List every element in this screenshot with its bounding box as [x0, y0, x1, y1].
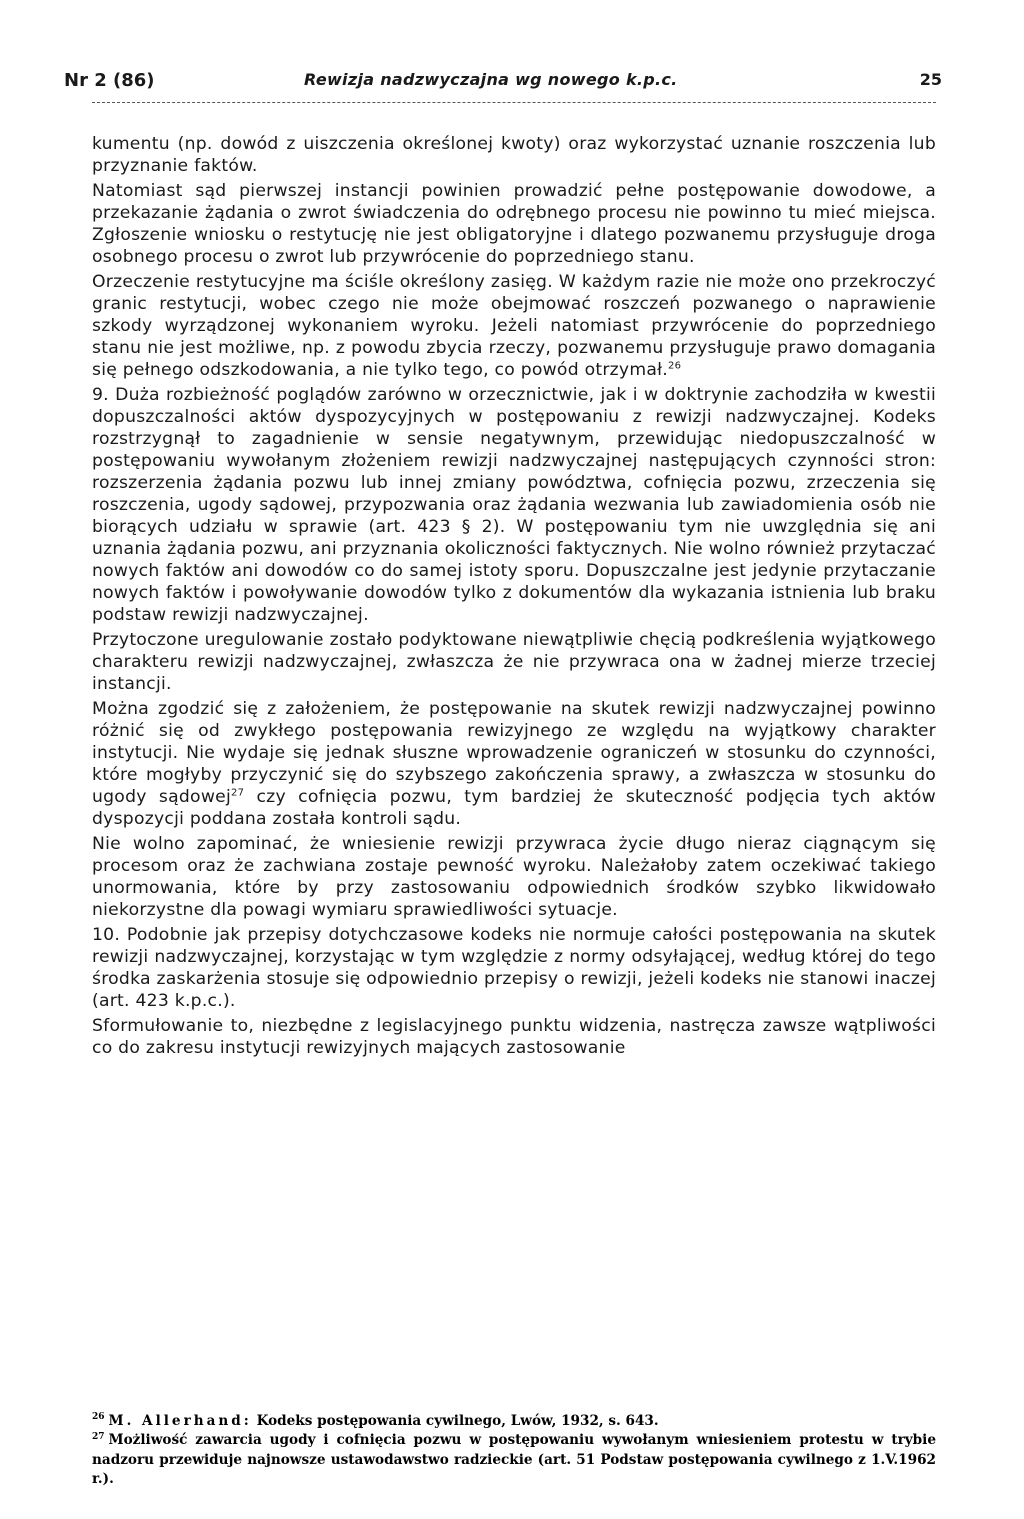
paragraph: 10. Podobnie jak przepisy dotychczasowe kodeks nie normuje całości postępowania na skutek rewizji nadzwyczajnej, korzystając w tym względzie z normy odsyłającej, według której do tego środka zaskarżenia stosuje się odpowiednio przepisy o rewizji, jeżeli kodeks nie stanowi inaczej (art. 423 k.p.c.). — [92, 924, 936, 1012]
paragraph-text: Orzeczenie restytucyjne ma ściśle określony zasięg. W każdym razie nie może ono przekroczyć granic restytucji, wobec czego nie może obejmować roszczeń pozwanego o naprawienie szkody wyrządzonej wykonaniem wyroku. Jeżeli natomiast przywrócenie do poprzedniego stanu nie jest możliwe, np. z powodu zbycia rzeczy, pozwanemu przysługuje prawo domagania się pełnego odszkodowania, a nie tylko tego, co powód otrzymał. — [92, 271, 936, 380]
issue-number: Nr 2 (86) — [64, 70, 155, 91]
paragraph-text: Można zgodzić się z założeniem, że postępowanie na skutek rewizji nadzwyczajnej powinno różnić się od zwykłego postępowania rewizyjnego ze względu na wyjątkowy charakter instytucji. Nie wydaje się jednak słuszne wprowadzenie ograniczeń w stosunku do czynności, które mogłyby przyczynić się do szybszego zakończenia sprawy, a zwłaszcza w stosunku do ugody sądowej — [92, 698, 936, 808]
paragraph: Natomiast sąd pierwszej instancji powinien prowadzić pełne postępowanie dowodowe, a przekazanie żądania o zwrot świadczenia do odrębnego procesu nie powinno tu mieć miejsca. Zgłoszenie wniosku o restytucję nie jest obligatoryjne i dlatego pozwanemu przysługuje droga osobnego procesu o zwrot lub przywrócenie do poprzedniego stanu. — [92, 180, 936, 267]
paragraph: Przytoczone uregulowanie zostało podyktowane niewątpliwie chęcią podkreślenia wyjątkowego charakteru rewizji nadzwyczajnej, zwłaszcza że nie przywraca ona w żadnej mierze trzeciej instancji. — [92, 630, 936, 695]
footnote-ref: 27 — [230, 787, 245, 799]
footnote-number: 27 — [92, 1431, 105, 1442]
footnote — [92, 1412, 936, 1431]
running-title: Rewizja nadzwyczajna wg nowego k.p.c. — [304, 70, 678, 89]
paragraph: Sformułowanie to, niezbędne z legislacyjnego punktu widzenia, nastręcza zawsze wątpliwości co do zakresu instytucji rewizyjnych mających zastosowanie — [92, 1015, 936, 1058]
document-page — [64, 62, 942, 1059]
footnote-ref: 26 — [667, 360, 682, 372]
footnote — [92, 1431, 936, 1489]
body-text — [92, 133, 936, 1059]
footnote-text: Możliwość zawarcia ugody i cofnięcia pozwu w postępowaniu wywołanym wniesieniem protestu w trybie nadzoru przewiduje najnowsze ustawodawstwo radzieckie (art. 51 Podstaw postępowania cywilnego z 1.V.1962 r.). — [92, 1432, 936, 1488]
paragraph: kumentu (np. dowód z uiszczenia określonej kwoty) oraz wykorzystać uznanie roszczenia lub przyznanie faktów. — [92, 134, 936, 177]
paragraph — [92, 271, 936, 381]
paragraph — [92, 698, 936, 831]
footnote-text: Kodeks postępowania cywilnego, Lwów, 1932, s. 643. — [256, 1413, 659, 1429]
footnote-author: M. Allerhand: — [108, 1413, 252, 1429]
paragraph: Nie wolno zapominać, że wniesienie rewizji przywraca życie długo nieraz ciągnącym się procesom oraz że zachwiana zostaje pewność wyroku. Należałoby zatem oczekiwać takiego unormowania, które by przy zastosowaniu odpowiednich środków szybko likwidowało niekorzystne dla powagi wymiaru sprawiedliwości sytuacje. — [92, 833, 936, 921]
footnote-number: 26 — [92, 1412, 105, 1423]
page-number: 25 — [919, 70, 942, 89]
footnotes — [92, 1412, 936, 1490]
running-header — [64, 62, 942, 103]
paragraph-text: czy cofnięcia pozwu, tym bardziej że skuteczność podjęcia tych aktów dyspozycji poddana została kontroli sądu. — [92, 787, 936, 830]
paragraph: 9. Duża rozbieżność poglądów zarówno w orzecznictwie, jak i w doktrynie zachodziła w kwestii dopuszczalności aktów dyspozycyjnych w postępowaniu z rewizji nadzwyczajnej. Kodeks rozstrzygnął to zagadnienie w sensie negatywnym, przewidując niedopuszczalność w postępowaniu wywołanym złożeniem rewizji nadzwyczajnej następujących czynności stron: rozszerzenia żądania pozwu lub innej zmiany powództwa, cofnięcia pozwu, zrzeczenia się roszczenia, ugody sądowej, przypozwania oraz żądania wezwania lub zawiadomienia osób nie biorących udziału w sprawie (art. 423 § 2). W postępowaniu tym nie uwzględnia się ani uznania żądania pozwu, ani przyznania okoliczności faktycznych. Nie wolno również przytaczać nowych faktów ani dowodów co do samej istoty sporu. Dopuszczalne jest jedynie przytaczanie nowych faktów i powoływanie dowodów tylko z dokumentów dla wykazania istnienia lub braku podstaw rewizji nadzwyczajnej. — [92, 384, 936, 626]
